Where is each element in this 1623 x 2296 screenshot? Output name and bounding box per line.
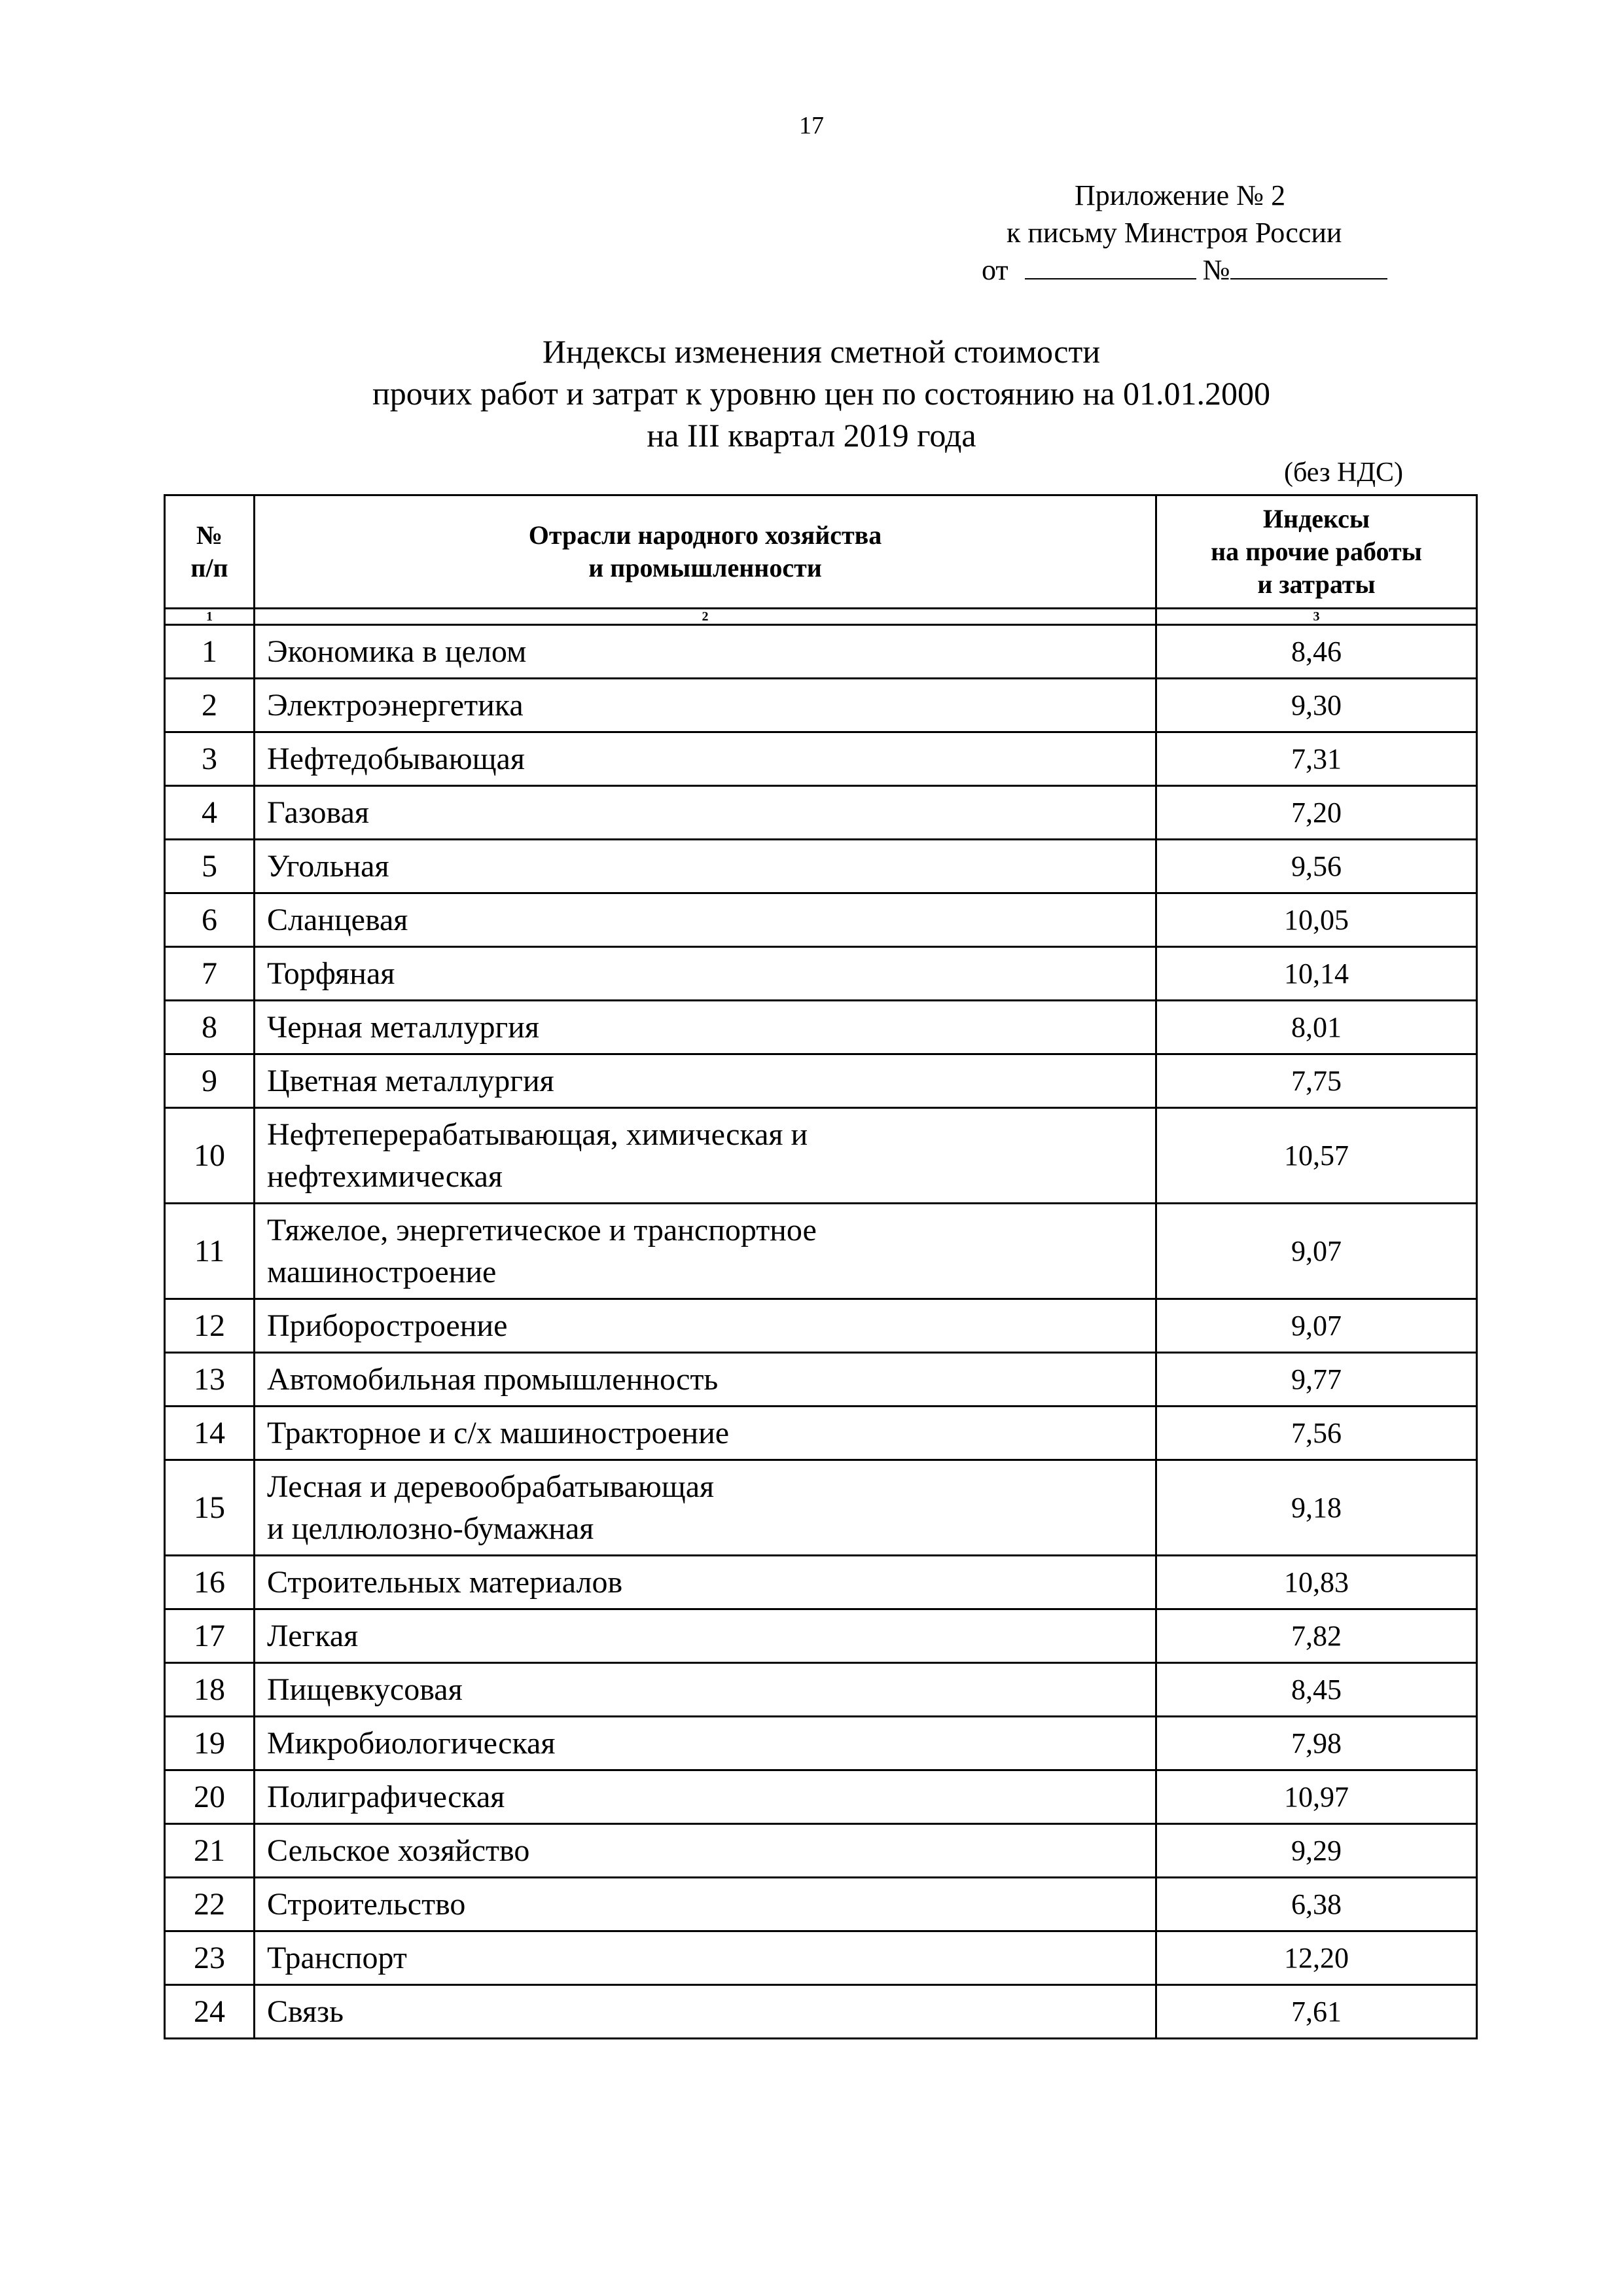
index-value: 6,38 [1156,1878,1477,1931]
number-blank-line [1230,252,1387,279]
page-number: 17 [799,112,824,139]
index-value: 10,57 [1156,1108,1477,1204]
table-row [165,786,1477,840]
index-value: 8,45 [1156,1663,1477,1717]
title-line-1: Индексы изменения сметной стоимости [542,333,1101,370]
table-row [165,893,1477,947]
industry-name: Строительство [255,1878,1156,1931]
row-number: 22 [165,1878,255,1931]
index-value: 8,46 [1156,625,1477,679]
row-number: 6 [165,893,255,947]
row-number: 5 [165,840,255,893]
index-value: 10,14 [1156,947,1477,1001]
industry-name: Полиграфическая [255,1770,1156,1824]
table-row [165,1054,1477,1108]
header-industry: Отрасли народного хозяйства и промышленности [255,495,1156,609]
industry-name: Угольная [255,840,1156,893]
table-row [165,1001,1477,1054]
index-value: 12,20 [1156,1931,1477,1985]
table-row [165,947,1477,1001]
index-value: 9,07 [1156,1299,1477,1353]
table-row [165,1460,1477,1556]
table-row [165,625,1477,679]
industry-name: Строительных материалов [255,1556,1156,1609]
appendix-title: Приложение № 2 [1075,179,1286,211]
table-row [165,1663,1477,1717]
industry-name: Лесная и деревообрабатывающая и целлюлозно-бумажная [255,1460,1156,1556]
index-table [164,494,1478,2039]
index-value: 9,56 [1156,840,1477,893]
table-row [165,1299,1477,1353]
row-number: 1 [165,625,255,679]
industry-name: Газовая [255,786,1156,840]
date-blank-line [1025,252,1196,279]
number-label: № [1202,254,1230,286]
index-value: 9,18 [1156,1460,1477,1556]
vat-note: (без НДС) [1284,457,1404,488]
industry-name: Сельское хозяйство [255,1824,1156,1878]
index-value: 9,77 [1156,1353,1477,1407]
column-number: 2 [255,609,1156,625]
industry-name: Микробиологическая [255,1717,1156,1770]
table-row [165,840,1477,893]
industry-name: Цветная металлургия [255,1054,1156,1108]
table-row [165,1204,1477,1299]
row-number: 13 [165,1353,255,1407]
row-number: 10 [165,1108,255,1204]
table-row [165,1931,1477,1985]
industry-name: Торфяная [255,947,1156,1001]
table-row [165,1407,1477,1460]
row-number: 4 [165,786,255,840]
table-row [165,732,1477,786]
industry-name: Тяжелое, энергетическое и транспортное машиностроение [255,1204,1156,1299]
table-row [165,1108,1477,1204]
industry-name: Транспорт [255,1931,1156,1985]
header-index: Индексы на прочие работы и затраты [1156,495,1477,609]
column-number: 3 [1156,609,1477,625]
column-number: 1 [165,609,255,625]
industry-name: Черная металлургия [255,1001,1156,1054]
index-value: 8,01 [1156,1001,1477,1054]
table-row [165,1717,1477,1770]
appendix-block [982,177,1400,289]
row-number: 8 [165,1001,255,1054]
document-title [0,331,1623,456]
row-number: 14 [165,1407,255,1460]
table-body [165,625,1477,2039]
row-number: 16 [165,1556,255,1609]
index-value: 7,98 [1156,1717,1477,1770]
index-value: 9,07 [1156,1204,1477,1299]
appendix-date-number-line [982,251,1400,289]
row-number: 12 [165,1299,255,1353]
industry-name: Легкая [255,1609,1156,1663]
table-row [165,1353,1477,1407]
table-row [165,1770,1477,1824]
index-value: 7,61 [1156,1985,1477,2039]
industry-name: Сланцевая [255,893,1156,947]
index-value: 10,05 [1156,893,1477,947]
column-number-row [165,609,1477,625]
row-number: 23 [165,1931,255,1985]
index-value: 9,29 [1156,1824,1477,1878]
from-label: от [982,254,1008,286]
index-value: 9,30 [1156,679,1477,732]
row-number: 17 [165,1609,255,1663]
index-value: 7,82 [1156,1609,1477,1663]
table-row [165,1556,1477,1609]
index-value: 7,75 [1156,1054,1477,1108]
row-number: 24 [165,1985,255,2039]
table-row [165,1609,1477,1663]
industry-name: Экономика в целом [255,625,1156,679]
index-value: 7,31 [1156,732,1477,786]
row-number: 21 [165,1824,255,1878]
row-number: 15 [165,1460,255,1556]
row-number: 2 [165,679,255,732]
industry-name: Нефтеперерабатывающая, химическая и нефтехимическая [255,1108,1156,1204]
appendix-letter-ref: к письму Минстроя России [1007,217,1342,249]
index-value: 10,83 [1156,1556,1477,1609]
table-row [165,1985,1477,2039]
index-value: 10,97 [1156,1770,1477,1824]
table-row [165,1824,1477,1878]
table-row [165,1878,1477,1931]
row-number: 18 [165,1663,255,1717]
row-number: 11 [165,1204,255,1299]
index-value: 7,20 [1156,786,1477,840]
industry-name: Пищевкусовая [255,1663,1156,1717]
industry-name: Электроэнергетика [255,679,1156,732]
header-number: № п/п [165,495,255,609]
table-row [165,679,1477,732]
row-number: 3 [165,732,255,786]
industry-name: Связь [255,1985,1156,2039]
row-number: 7 [165,947,255,1001]
index-value: 7,56 [1156,1407,1477,1460]
row-number: 20 [165,1770,255,1824]
industry-name: Приборостроение [255,1299,1156,1353]
title-line-2: прочих работ и затрат к уровню цен по состоянию на 01.01.2000 [372,375,1270,412]
industry-name: Нефтедобывающая [255,732,1156,786]
row-number: 19 [165,1717,255,1770]
table-header-row [165,495,1477,609]
industry-name: Автомобильная промышленность [255,1353,1156,1407]
industry-name: Тракторное и с/х машиностроение [255,1407,1156,1460]
title-line-3: на III квартал 2019 года [647,417,976,454]
row-number: 9 [165,1054,255,1108]
